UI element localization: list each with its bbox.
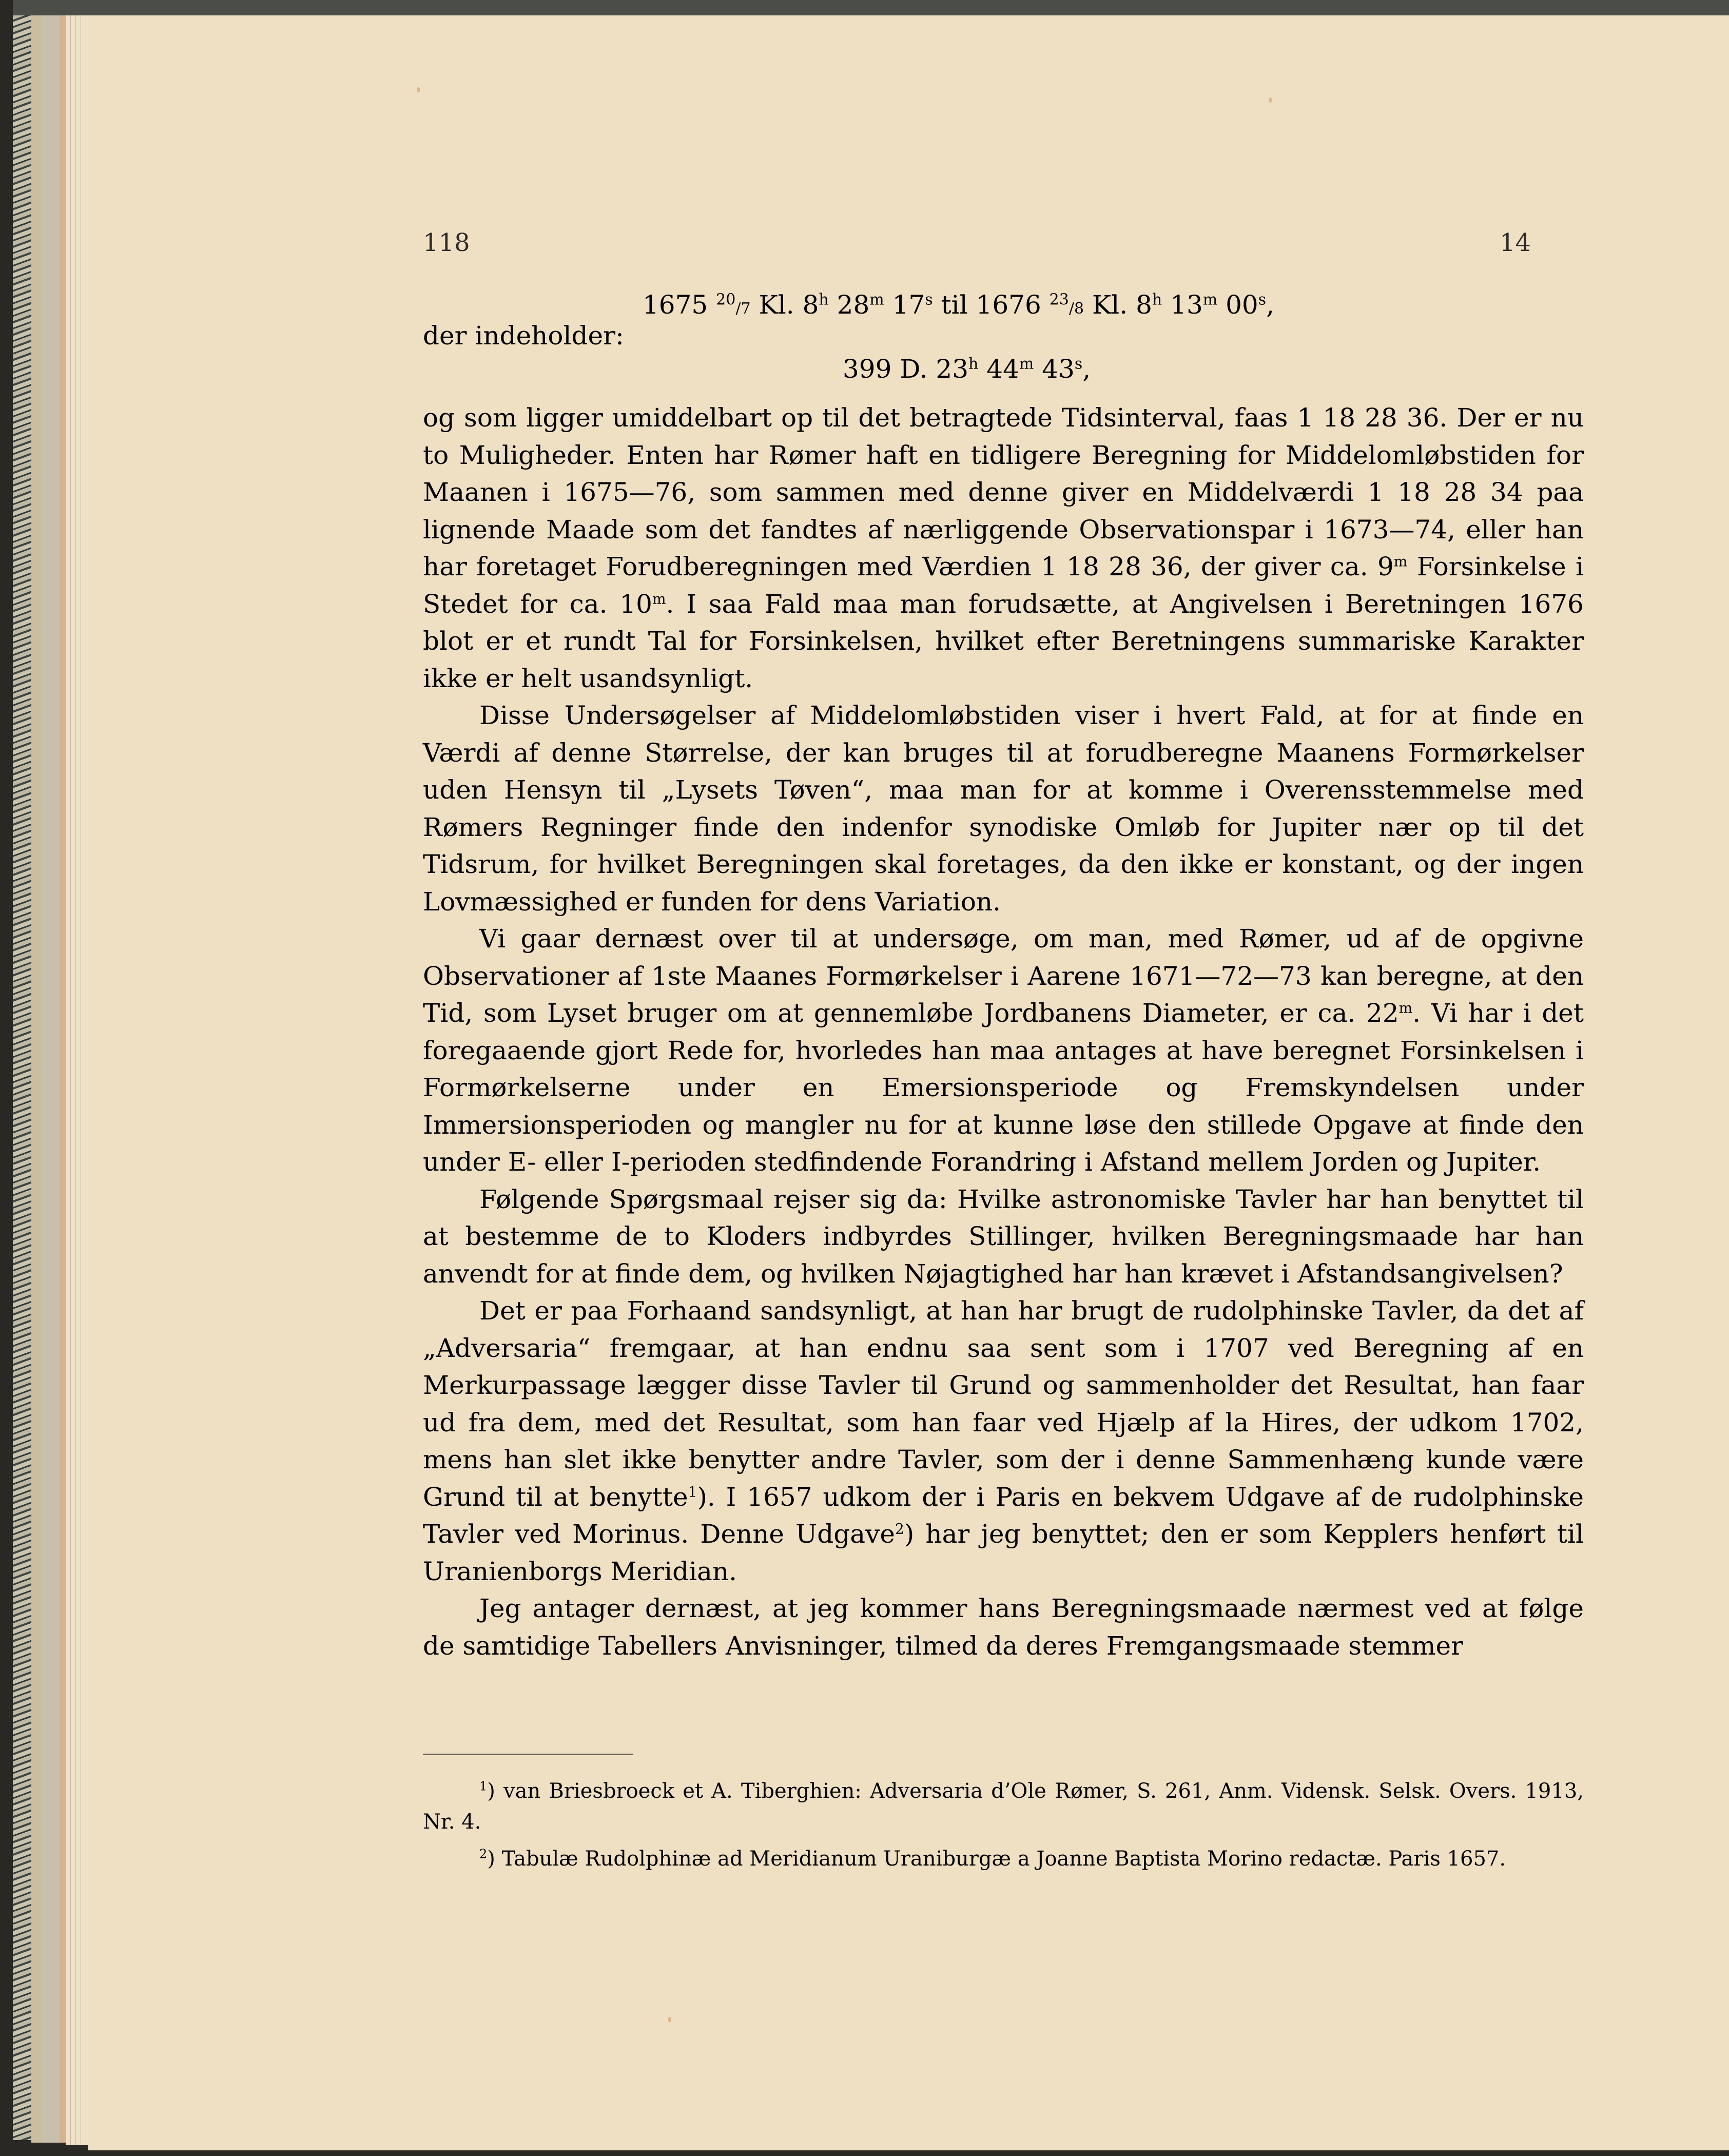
paragraph: og som ligger umiddelbart op til det betragtede Tidsinterval, faas 1 18 28 36. Der er nu to Muligheder. Enten har Rømer haft en tidligere Beregning for Middelomløbstiden for Maanen i 1675—76, som sammen med denne giver en Middelværdi 1 18 28 34 paa lignende Maade som det fandtes af nærliggende Observationspar i 1673—74, eller han har foretaget Forudberegningen med Værdien 1 18 28 36, der giver ca. 9$^m$ Forsinkelse i Stedet for ca. 10$^m$. I saa Fald maa man forudsætte, at Angivelsen i Beretningen 1676 blot er et rundt Tal for Forsinkelsen, hvilket efter Beretningens summariske Karakter ikke er helt usandsynligt. (423, 403, 1584, 693)
page-leaves-stack (66, 15, 88, 2145)
paper-speck (1269, 98, 1272, 103)
paper-speck (417, 87, 420, 92)
paper-speck (668, 2017, 671, 2022)
paragraph: Vi gaar dernæst over til at undersøge, om man, med Rømer, ud af de opgivne Observationer af 1ste Maanes Formørkelser i Aarene 1671—72—73 kan beregne, at den Tid, som Lyset bruger om at gennemløbe Jordbanens Diameter, er ca. 22$^m$. Vi har i det foregaaende gjort Rede for, hvorledes han maa antages at have beregnet Forsinkelsen i Formørkelserne under en Emersionsperiode og Fremskyndelsen under Immersionsperioden og mangler nu for at kunne løse den stillede Opgave at finde den under E- eller I-perioden stedfindende Forandring i Afstand mellem Jorden og Jupiter. (423, 924, 1584, 1177)
footnote-ref: 1 (688, 1483, 697, 1500)
formula-date-range: 1675 $^{20}$/7 Kl. 8$^h$ 28$^m$ 17$^s$ til 1676 $^{23}$/8 Kl. 8$^h$ 13$^m$ 00$^s$, (643, 290, 1275, 320)
book-cover-top-edge (13, 0, 1729, 16)
page-number-left: 118 (423, 228, 470, 257)
book-page (88, 15, 1729, 2150)
footnote: $^1$) van Briesbroeck et A. Tiberghien: Adversaria d’Ole Rømer, S. 261, Anm. Vidensk. Selsk. Overs. 1913, Nr. 4. (423, 1779, 1584, 1834)
page-number-right: 14 (1500, 228, 1531, 257)
footnotes (423, 1776, 1584, 1880)
book-spine-marbled (13, 15, 31, 2140)
endpaper (31, 15, 42, 2143)
footnote-ref: 2 (895, 1520, 904, 1538)
paragraph: Det er paa Forhaand sandsynligt, at han har brugt de rudolphinske Tavler, da det af „Adversaria“ fremgaar, at han endnu saa sent som i 1707 ved Beregning af en Merkurpassage lægger disse Tavler til Grund og sammenholder det Resultat, han faar ud fra dem, med det Resultat, som han faar ved Hjælp af la Hires, der udkom 1702, mens han slet ikke benytter andre Tavler, som der i denne Sammenhæng kunde være Grund til at benytte$^1$). I 1657 udkom der i Paris en bekvem Udgave af de rudolphinske Tavler ved Morinus. Denne Udgave$^2$) har jeg benyttet; den er som Kepplers henført til Uranienborgs Meridian. (423, 1296, 1584, 1586)
paragraph: Følgende Spørgsmaal rejser sig da: Hvilke astronomiske Tavler har han benyttet til at bestemme de to Kloders indbyrdes Stillinger, hvilken Beregningsmaade har han anvendt for at finde dem, og hvilken Nøjagtighed har han krævet i Afstandsangivelsen? (423, 1184, 1584, 1289)
paragraph: Jeg antager dernæst, at jeg kommer hans Beregningsmaade nærmest ved at følge de samtidige Tabellers Anvisninger, tilmed da deres Fremgangsmaade stemmer (423, 1594, 1584, 1661)
formula-interval: 399 D. 23$^h$ 44$^m$ 43$^s$, (843, 354, 1091, 384)
footnote: $^2$) Tabulæ Rudolphinæ ad Meridianum Uraniburgæ a Joanne Baptista Morino redactæ. Paris 1657. (479, 1847, 1506, 1871)
formula-label: der indeholder: (423, 321, 624, 351)
footnote-divider (423, 1754, 633, 1755)
body-text (423, 399, 1584, 1664)
paragraph: Disse Undersøgelser af Middelomløbstiden viser i hvert Fald, at for at finde en Værdi af denne Størrelse, der kan bruges til at forudberegne Maanens Formørkelser uden Hensyn til „Lysets Tøven“, maa man for at komme i Overensstemmelse med Rømers Regninger finde den indenfor synodiske Omløb for Jupiter nær op til det Tidsrum, for hvilket Beregningen skal foretages, da den ikke er konstant, og der ingen Lovmæssighed er funden for dens Variation. (423, 701, 1584, 917)
endpaper-blue (42, 15, 60, 2143)
page-edge (60, 15, 66, 2143)
